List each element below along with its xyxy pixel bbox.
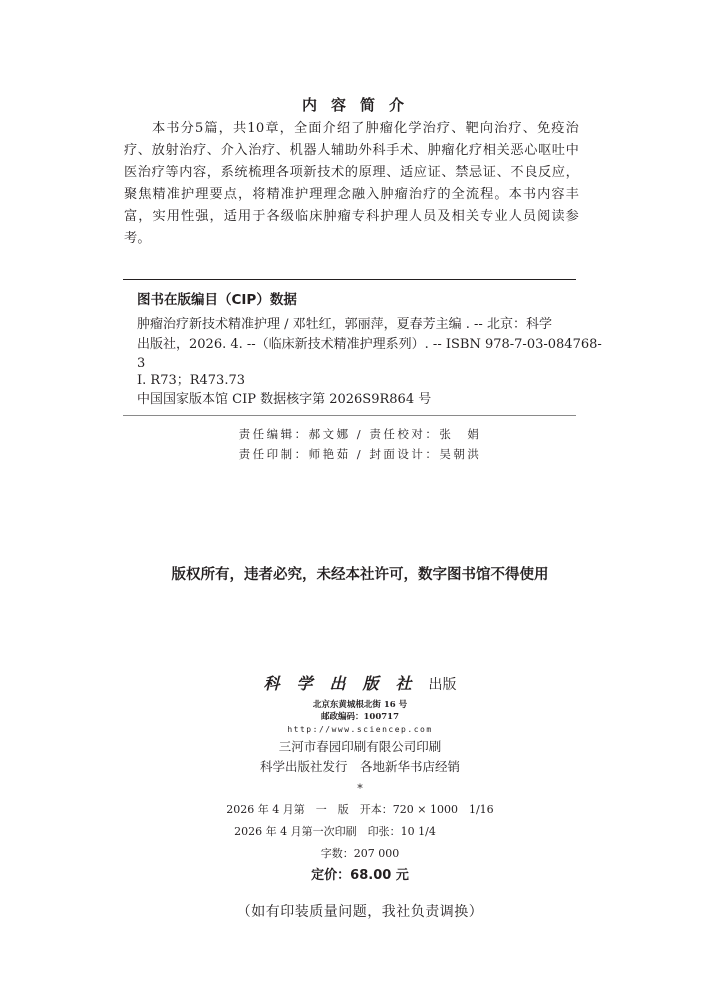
cip-record-number: 中国国家版本馆 CIP 数据核字第 2026S9R864 号	[137, 392, 432, 407]
cip-bottom-rule	[123, 415, 576, 416]
cip-top-rule	[123, 279, 576, 280]
summary-body: 本书分5篇，共10章，全面介绍了肿瘤化学治疗、靶向治疗、免疫治疗、放射治疗、介入治疗、机器人辅助外科手术、肿瘤化疗相关恶心呕吐中医治疗等内容，系统梳理各项新技术的原理、适应证、禁忌证、不良反应，聚焦精准护理要点，将精准护理理念融入肿瘤治疗的全流程。本书内容丰富，实用性强，适用于各级临床肿瘤专科护理人员及相关专业人员阅读参考。	[124, 121, 579, 246]
publisher-url: http://www.sciencep.com	[287, 725, 433, 734]
cip-heading: 图书在版编目（CIP）数据	[137, 292, 297, 308]
publisher-line	[0, 672, 720, 697]
publisher-address: 北京东黄城根北街 16 号	[312, 700, 408, 710]
cip-record	[137, 315, 602, 374]
separator-asterisk: *	[357, 782, 363, 795]
printing-line: 2026 年 4 月第一次印刷 印张：10 1/4	[234, 825, 436, 838]
word-count: 字数：207 000	[320, 847, 400, 860]
edition-line: 2026 年 4 月第 一 版 开本：720 × 1000 1/16	[226, 803, 494, 816]
staff-editors: 责任编辑：郝文娜 / 责任校对：张 娟	[238, 427, 482, 441]
quality-notice: （如有印装质量问题，我社负责调换）	[236, 904, 484, 920]
cip-line-2: 出版社，2026. 4. --（临床新技术精准护理系列）. -- ISBN 978-7-03-084768-	[137, 336, 602, 352]
printer: 三河市春园印刷有限公司印刷	[278, 739, 442, 754]
cip-line-1: 肿瘤治疗新技术精准护理 / 邓牡红，郭丽萍，夏春芳主编 . -- 北京：科学	[137, 317, 552, 332]
publisher-logo: 科学出版社	[263, 674, 429, 693]
staff-production: 责任印制：师艳茹 / 封面设计：吴朝洪	[238, 447, 482, 461]
rights-notice: 版权所有，违者必究，未经本社许可，数字图书馆不得使用	[171, 567, 549, 583]
publisher-postcode: 邮政编码：100717	[321, 712, 399, 722]
cip-classification: Ⅰ. R73；R473.73	[137, 373, 246, 388]
summary-title: 内容简介	[301, 96, 418, 114]
distribution: 科学出版社发行 各地新华书店经销	[259, 759, 460, 774]
publisher-suffix: 出版	[428, 677, 457, 693]
cip-line-3: 3	[137, 356, 146, 371]
price: 定价：68.00 元	[311, 868, 409, 883]
